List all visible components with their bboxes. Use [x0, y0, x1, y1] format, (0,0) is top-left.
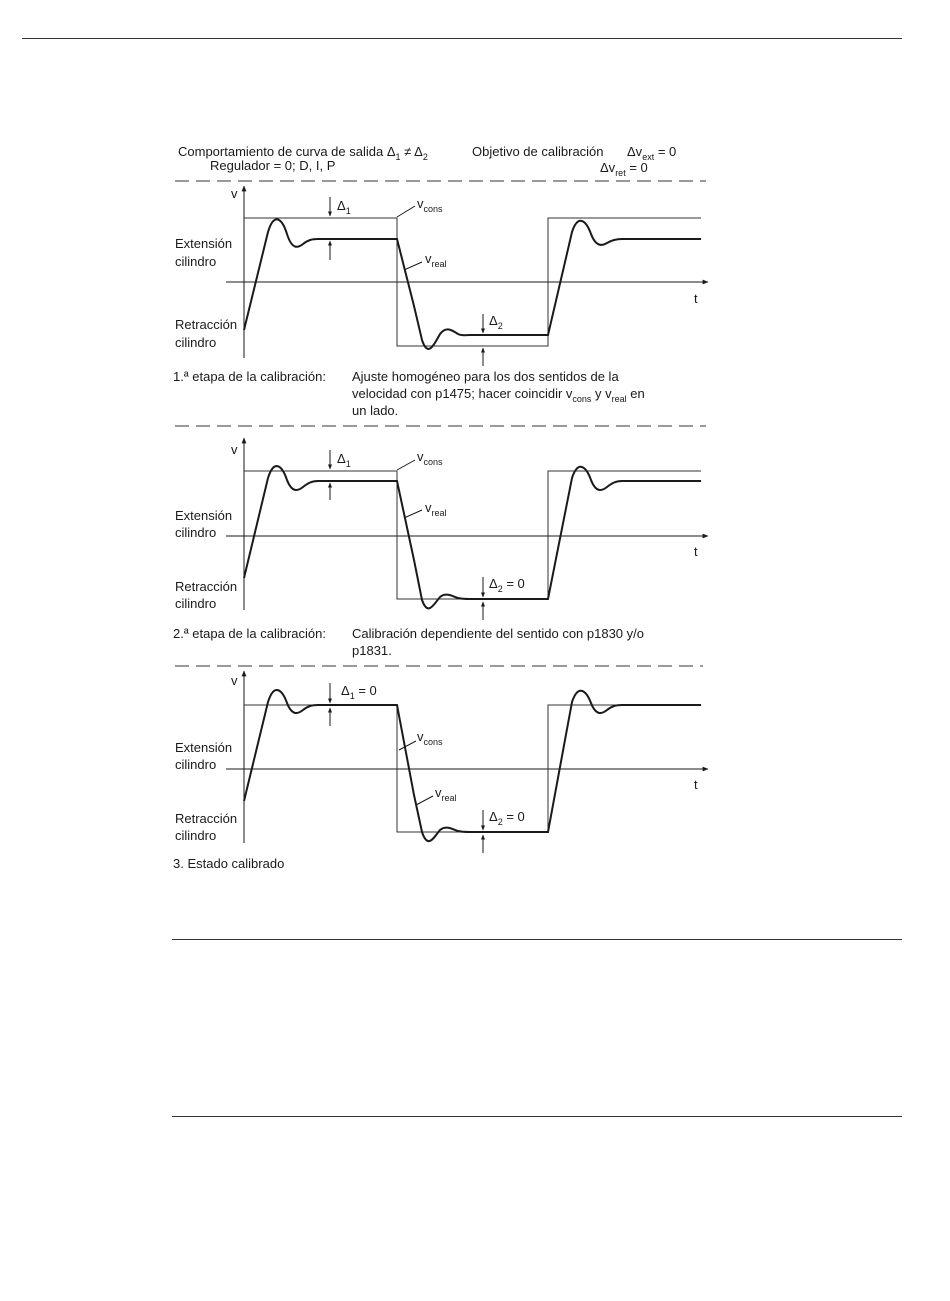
- v-real-label: $v_{real}$: [425, 251, 447, 269]
- header-title: Comportamiento de curva de salida $\Delta_1 \ne \Delta_2$: [178, 144, 428, 162]
- t-axis-label: t: [694, 777, 698, 792]
- panel-3: [175, 671, 708, 853]
- v-cons-leader: [397, 460, 415, 470]
- extension-label: Extensión: [175, 740, 233, 755]
- v-real-leader: [404, 262, 422, 270]
- extension-label: cilindro: [175, 254, 217, 269]
- retraction-label: cilindro: [175, 335, 217, 350]
- goal-label: Objetivo de calibración: [472, 144, 604, 159]
- goal-ret: $\Delta v_{ret} = 0$: [600, 160, 648, 178]
- stage1-label: 1.ª etapa de la calibración:: [173, 369, 326, 384]
- v-real-label: $v_{real}$: [425, 500, 447, 518]
- delta2-zero-label: $\Delta_2 = 0$: [489, 576, 525, 594]
- v-real-leader: [416, 796, 433, 805]
- extension-label: cilindro: [175, 757, 217, 772]
- v-real-curve: [244, 690, 701, 841]
- extension-label: Extensión: [175, 508, 233, 523]
- v-cons-leader: [399, 741, 416, 750]
- v-cons-label: $v_{cons}$: [417, 449, 443, 467]
- v-cons-label: $v_{cons}$: [417, 196, 443, 214]
- stage2-label: 2.ª etapa de la calibración:: [173, 626, 326, 641]
- stage2-text-line1: Calibración dependiente del sentido con p1830 y/o: [352, 626, 644, 641]
- v-real-leader: [404, 510, 422, 518]
- stage1-text-line1: Ajuste homogéneo para los dos sentidos de la: [352, 369, 619, 384]
- delta1-label: $\Delta_1$: [337, 451, 351, 469]
- panel-1: [175, 186, 708, 366]
- retraction-label: Retracción: [175, 811, 238, 826]
- extension-label: Extensión: [175, 236, 233, 251]
- v-cons-leader: [397, 206, 415, 217]
- v-cons-curve: [244, 471, 701, 599]
- retraction-label: Retracción: [175, 579, 238, 594]
- stage2-text-line2: p1831.: [352, 643, 392, 658]
- stage3-label: 3. Estado calibrado: [173, 856, 285, 871]
- v-real-curve: [244, 466, 701, 608]
- delta2-label: $\Delta_2$: [489, 313, 503, 331]
- retraction-label: Retracción: [175, 317, 238, 332]
- retraction-label: cilindro: [175, 596, 217, 611]
- delta2-zero-label: $\Delta_2 = 0$: [489, 809, 525, 827]
- retraction-label: cilindro: [175, 828, 217, 843]
- stage1-text-line3: un lado.: [352, 403, 399, 418]
- v-axis-label: v: [231, 442, 238, 457]
- v-axis-label: v: [231, 673, 238, 688]
- goal-ext: $\Delta v_{ext} = 0$: [627, 144, 677, 162]
- extension-label: cilindro: [175, 525, 217, 540]
- v-axis-label: v: [231, 186, 238, 201]
- regulator-label: Regulador = 0; D, I, P: [210, 158, 336, 173]
- t-axis-label: t: [694, 291, 698, 306]
- t-axis-label: t: [694, 544, 698, 559]
- v-real-curve: [244, 219, 701, 349]
- panel-2: [175, 438, 708, 620]
- delta1-zero-label: $\Delta_1 = 0$: [341, 683, 377, 701]
- stage1-text-line2: velocidad con p1475; hacer coincidir $v_{cons}$ y $v_{real}$ en: [352, 386, 645, 404]
- v-real-label: $v_{real}$: [435, 785, 457, 803]
- v-cons-label: $v_{cons}$: [417, 729, 443, 747]
- delta1-label: $\Delta_1$: [337, 198, 351, 216]
